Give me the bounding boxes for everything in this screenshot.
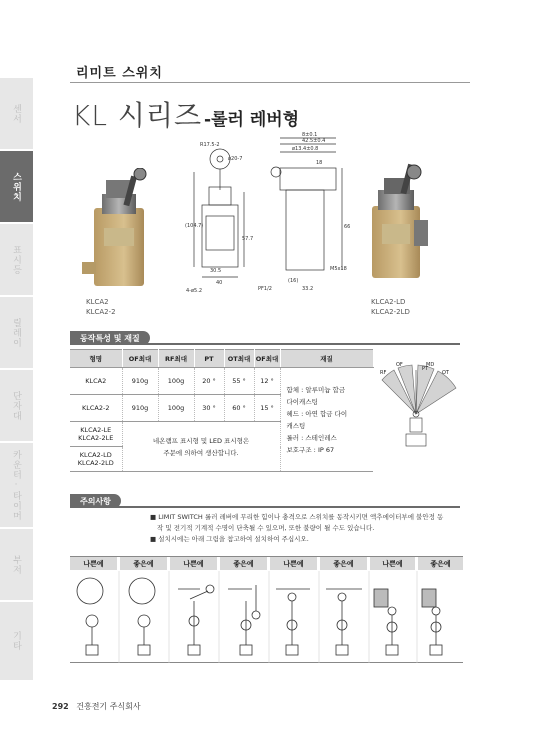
table-header: PT — [194, 350, 224, 368]
side-tab-label: 기타 — [11, 631, 21, 651]
operating-angle-diagram — [378, 362, 462, 460]
side-dimension-drawing — [258, 128, 358, 298]
caption-line: KLCA2 — [86, 298, 109, 306]
spec-section-bar — [70, 331, 460, 345]
model-name: KLCA2-LE — [80, 426, 112, 434]
material-cell — [280, 368, 373, 472]
caution-header: 좋은예 — [418, 557, 463, 570]
dim-side-label: PF1/2 — [258, 286, 272, 292]
caution-illustrations — [70, 571, 463, 663]
page-number: 292 — [52, 702, 69, 711]
table-cell: KLCA2-2 — [70, 395, 122, 422]
side-tab-counter-timer[interactable] — [0, 443, 33, 529]
page-footer — [52, 701, 141, 712]
angle-label: OF — [396, 362, 403, 368]
dim-side-label: 8±0.1 — [302, 132, 318, 138]
table-cell: KLCA2 — [70, 368, 122, 395]
dim-side-label: 33.2 — [302, 286, 314, 292]
side-tab-label: 스위치 — [11, 171, 21, 202]
title-divider — [70, 82, 470, 83]
angle-label: MD — [426, 362, 435, 368]
table-header: OF최대 — [122, 350, 158, 368]
caution-header: 나쁜예 — [170, 557, 217, 570]
dim-front-label: 4-ø5.2 — [186, 288, 202, 294]
table-cell: 15 ° — [254, 395, 280, 422]
table-row — [70, 368, 373, 395]
table-cell: 55 ° — [224, 368, 254, 395]
table-cell — [70, 447, 122, 472]
model-name: KLCA2-2LD — [77, 459, 114, 467]
led-note-line: 네온램프 표시형 및 LED 표시형은 — [152, 436, 250, 445]
front-dimension-drawing — [180, 132, 255, 297]
side-tab-label: 부저 — [11, 554, 21, 575]
angle-label: PT — [422, 366, 429, 372]
spec-table — [70, 349, 374, 472]
side-tab-label: 단자대 — [11, 390, 21, 421]
spec-section-label: 동작특성 및 재질 — [70, 331, 150, 345]
material-line: 롤러 : 스테인레스 — [286, 433, 337, 442]
side-tab-sensor[interactable] — [0, 78, 33, 151]
material-line: 보호구조 : IP 67 — [286, 445, 335, 454]
side-tab-label: 센서 — [11, 103, 21, 124]
side-tab-switch[interactable] — [0, 151, 33, 224]
dim-front-label: (104.7) — [185, 223, 204, 229]
material-line: 헤드 : 아연 합금 다이 — [286, 409, 348, 418]
table-header: RF최대 — [158, 350, 194, 368]
table-header: 재질 — [280, 350, 373, 368]
table-header: OF최대 — [254, 350, 280, 368]
table-cell: 100g — [158, 368, 194, 395]
caption-line: KLCA2-2LD — [371, 308, 410, 316]
caution-note-line: ■ LIMIT SWITCH 롤러 레버에 무리한 힘이나 충격으로 스위치를 동작시키면 액추에이터부에 불안정 동 — [150, 513, 444, 521]
caution-table — [70, 556, 463, 663]
product-photo-right — [368, 160, 443, 285]
dim-side-label: M5x18 — [330, 266, 347, 272]
table-cell — [70, 422, 122, 447]
section-title: 리미트 스위치 — [76, 66, 163, 81]
material-line: 다이캐스팅 — [286, 397, 318, 406]
table-cell: 30 ° — [194, 395, 224, 422]
dim-side-label: 42.5±0.4 — [302, 138, 326, 144]
model-name: KLCA2-LD — [79, 451, 112, 459]
caution-note-line: ■ 설치시에는 아래 그림을 참고하여 설치하여 주십시오. — [150, 535, 309, 543]
dim-side-label: ø13.4±0.8 — [292, 146, 319, 152]
dim-front-label: 57.7 — [242, 236, 254, 242]
page-title-type: -롤러 레버형 — [204, 110, 300, 130]
angle-label: OT — [442, 370, 449, 376]
product-caption-left — [86, 297, 116, 317]
caution-header: 나쁜예 — [270, 557, 317, 570]
product-caption-right — [371, 297, 410, 317]
page-title-series: KL 시리즈 — [72, 99, 203, 132]
side-tab-bar — [0, 78, 33, 682]
side-tab-buzzer[interactable] — [0, 529, 33, 602]
led-note-cell — [122, 422, 280, 472]
company-name: 건흥전기 주식회사 — [76, 702, 141, 711]
section-bar-line — [70, 506, 460, 508]
material-line: 함체 : 알루미늄 합금 — [286, 385, 346, 394]
caution-header: 좋은예 — [220, 557, 267, 570]
side-tab-etc[interactable] — [0, 602, 33, 682]
table-cell: 60 ° — [224, 395, 254, 422]
caution-note — [150, 512, 460, 545]
caption-line: KLCA2-LD — [371, 298, 406, 306]
angle-label: RF — [380, 370, 387, 376]
material-line: 캐스팅 — [286, 421, 306, 430]
dim-front-label: 30.5 — [210, 268, 222, 274]
table-cell: 12 ° — [254, 368, 280, 395]
table-cell: 100g — [158, 395, 194, 422]
caution-header: 좋은예 — [120, 557, 167, 570]
side-tab-indicator[interactable] — [0, 224, 33, 297]
dim-front-label: R17.5-2 — [200, 142, 220, 148]
caution-header: 좋은예 — [320, 557, 367, 570]
product-photo-left — [82, 168, 162, 292]
side-tab-label: 표시등 — [11, 244, 21, 275]
side-tab-label: 릴레이 — [11, 317, 21, 348]
table-cell: 20 ° — [194, 368, 224, 395]
caution-section-label: 주의사항 — [70, 494, 121, 508]
side-tab-terminal[interactable] — [0, 370, 33, 443]
table-cell: 910g — [122, 368, 158, 395]
dim-front-label: 40 — [216, 280, 223, 286]
table-header: 형명 — [70, 350, 122, 368]
caution-text: 설치시에는 아래 그림을 참고하여 설치하여 주십시오. — [158, 535, 309, 543]
dim-side-label: (16) — [288, 278, 299, 284]
table-header-row — [70, 350, 373, 368]
model-name: KLCA2-2LE — [78, 434, 114, 442]
led-note-line: 주문에 의하여 생산합니다. — [163, 448, 239, 457]
table-cell: 910g — [122, 395, 158, 422]
caution-note-line: 작 및 전기적 기계적 수명이 단축될 수 있으며, 또한 불량이 될 수도 있습니다. — [157, 524, 375, 532]
dim-front-label: ø20-7 — [228, 156, 243, 162]
side-tab-relay[interactable] — [0, 297, 33, 370]
dim-side-label: 18 — [316, 160, 323, 166]
caption-line: KLCA2-2 — [86, 308, 116, 316]
dim-side-label: 66 — [344, 224, 351, 230]
caution-header: 나쁜예 — [70, 557, 117, 570]
caution-text: LIMIT SWITCH 롤러 레버에 무리한 힘이나 충격으로 스위치를 동작시키면 액추에이터부에 불안정 동 — [158, 513, 444, 521]
table-header: OT최대 — [224, 350, 254, 368]
caution-header: 나쁜예 — [370, 557, 415, 570]
caution-section-bar — [70, 494, 460, 508]
side-tab-label: 카운터·타이머 — [11, 449, 21, 521]
